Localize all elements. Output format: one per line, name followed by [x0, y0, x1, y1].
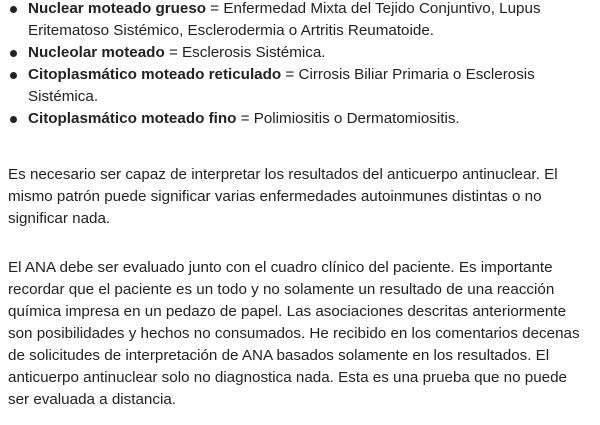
list-item: [0, 42, 600, 64]
bullet-icon: [10, 6, 17, 13]
ana-pattern-list: [0, 0, 600, 130]
bullet-icon: [10, 72, 17, 79]
list-item: [0, 64, 600, 108]
pattern-term: Nuclear moteado grueso: [28, 0, 207, 17]
pattern-term: Nucleolar moteado: [28, 44, 165, 61]
pattern-description: = Cirrosis Biliar Primaria o Esclerosis Sistémica.: [28, 66, 535, 105]
pattern-description: = Enfermedad Mixta del Tejido Conjuntivo, Lupus Eritematoso Sistémico, Esclerodermia o Artritis Reumatoide.: [28, 0, 541, 39]
pattern-description: = Esclerosis Sistémica.: [164, 44, 326, 61]
bullet-icon: [10, 116, 17, 123]
pattern-description: = Polimiositis o Dermatomiositis.: [236, 110, 460, 127]
pattern-term: Citoplasmático moteado fino: [28, 110, 237, 127]
list-item: [0, 108, 600, 130]
bullet-icon: [10, 50, 17, 57]
list-item: [0, 0, 600, 42]
clinical-context-paragraph: El ANA debe ser evaluado junto con el cuadro clínico del paciente. Es importante recordar que el paciente es un todo y no solamente un resultado de una reacción química impresa en un pedazo de papel. Las asociaciones descritas anteriormente son posibilidades y hechos no consumados. He recibido en los comentarios decenas de solicitudes de interpretación de ANA basados solamente en los resultados. El anticuerpo antinuclear solo no diagnostica nada. Esta es una prueba que no puede ser evaluada a distancia.: [8, 259, 580, 408]
interpretation-paragraph: Es necesario ser capaz de interpretar los resultados del anticuerpo antinuclear. El mismo patrón puede significar varias enfermedades autoinmunes distintas o no significar nada.: [8, 166, 558, 227]
pattern-term: Citoplasmático moteado reticulado: [28, 66, 282, 83]
